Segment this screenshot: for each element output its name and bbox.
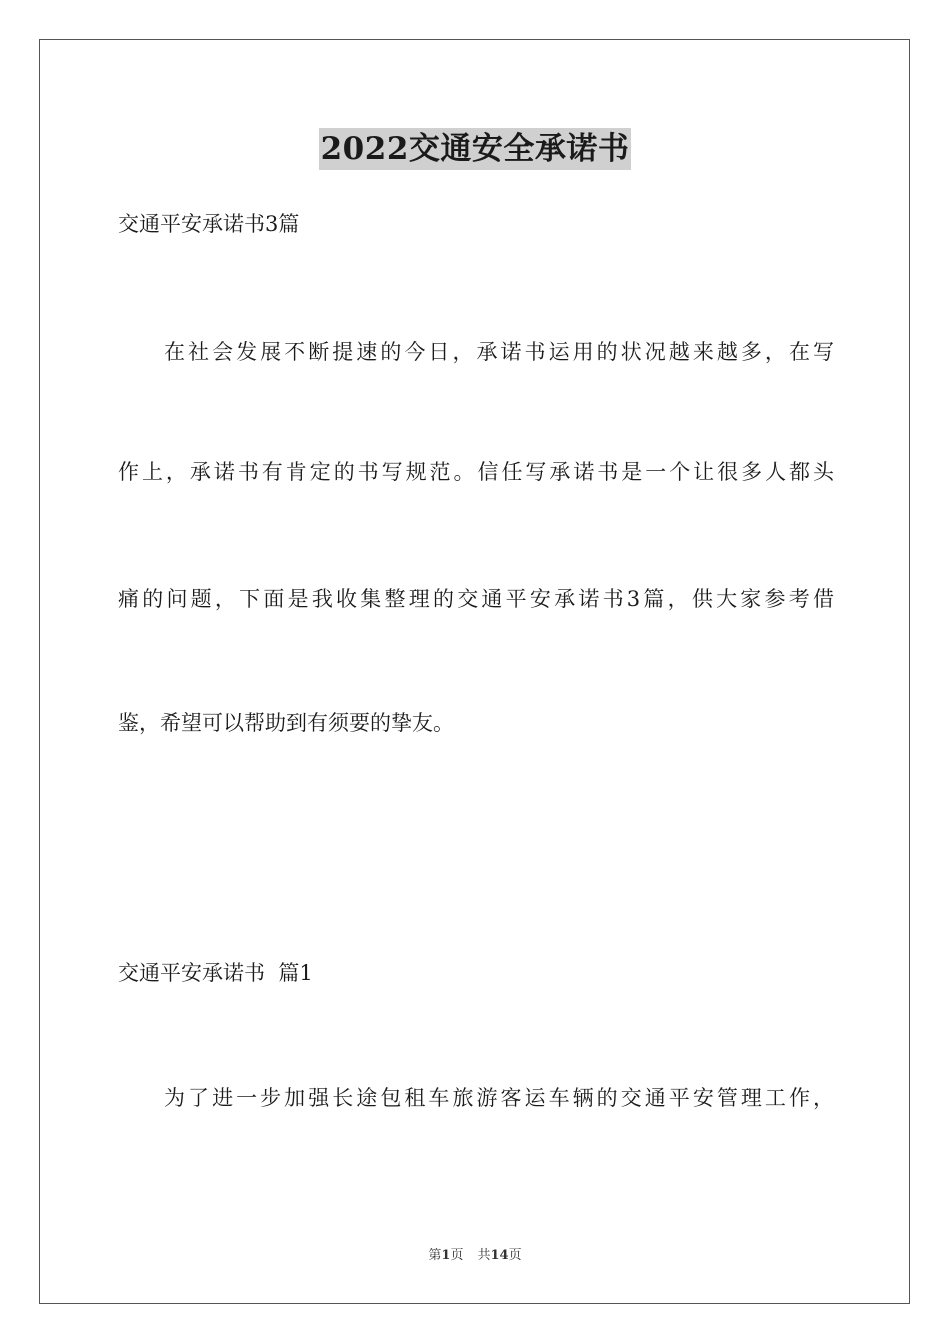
section-body-line-1: 为了进一步加强长途包租车旅游客运车辆的交通平安管理工作， xyxy=(164,1086,834,1110)
footer-page-number: 1 xyxy=(441,1248,451,1263)
footer-page-suffix: 页 xyxy=(450,1248,464,1263)
intro-line-4: 鉴，希望可以帮助到有须要的挚友。 xyxy=(118,711,454,735)
intro-line-2: 作上，承诺书有肯定的书写规范。信任写承诺书是一个让很多人都头 xyxy=(118,460,834,484)
document-title: 2022交通安全承诺书 xyxy=(319,128,632,170)
footer-page-prefix: 第 xyxy=(428,1248,442,1263)
intro-line-3: 痛的问题，下面是我收集整理的交通平安承诺书3篇，供大家参考借 xyxy=(118,587,834,611)
intro-line-1: 在社会发展不断提速的今日，承诺书运用的状况越来越多，在写 xyxy=(164,340,834,364)
subtitle: 交通平安承诺书3篇 xyxy=(118,212,300,236)
footer-total-suffix: 页 xyxy=(508,1248,522,1263)
title-wrap xyxy=(0,128,950,170)
footer-total-prefix: 共 xyxy=(477,1248,491,1263)
section-heading: 交通平安承诺书 篇1 xyxy=(118,961,313,985)
footer-total-pages: 14 xyxy=(490,1248,509,1263)
page-footer xyxy=(0,1247,950,1265)
